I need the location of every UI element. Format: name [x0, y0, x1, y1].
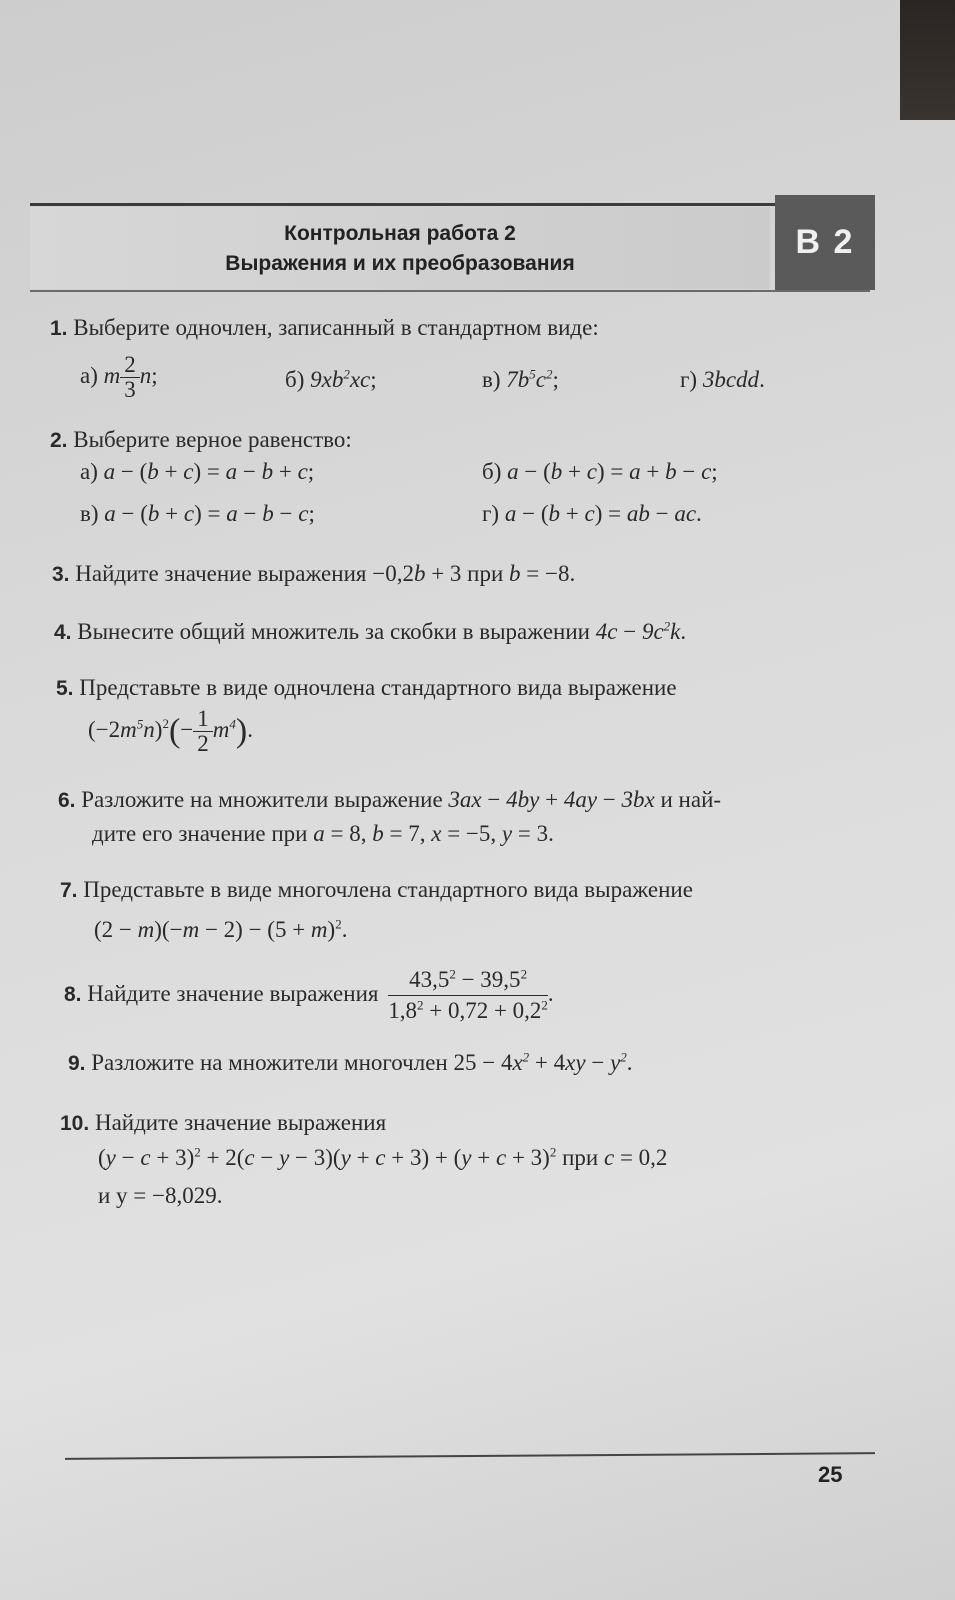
- task-text-line2: дите его значение при: [92, 821, 308, 846]
- task-text-cont: и най-: [660, 787, 722, 812]
- task-3: 3. Найдите значение выражения −0,2b + 3 при b = −8.: [52, 561, 576, 586]
- task-number: 1.: [50, 317, 68, 340]
- variant-badge: В 2: [775, 195, 875, 290]
- task-text: Разложите на множители выражение: [81, 787, 443, 812]
- option-label: а): [80, 459, 98, 484]
- option-label: б): [285, 367, 305, 392]
- task-text: Выберите верное равенство:: [73, 427, 352, 452]
- task-5: [56, 675, 677, 701]
- task-text: Найдите значение выражения: [94, 1110, 387, 1135]
- task-text: Представьте в виде одночлена стандартного вида выражение: [79, 675, 677, 700]
- title-line-1: Контрольная работа 2: [284, 222, 516, 245]
- task-number: 4.: [54, 621, 72, 644]
- task-number: 7.: [60, 879, 78, 902]
- task-1-option-v: в) $7b^5c^2$;: [482, 366, 559, 392]
- task-number: 3.: [52, 563, 70, 586]
- task-2-option-b: б) a − (b + c) = a + b − c;: [482, 459, 718, 484]
- task-10-expression: $(y - c + 3)^2 + 2(c - y - 3)(y + c + 3) + (y + c + 3)^2$ при c = 0,2: [98, 1144, 668, 1170]
- task-10-line-3: и y = −8,029.: [98, 1183, 223, 1208]
- task-number: 2.: [50, 429, 68, 452]
- task-7: [60, 877, 693, 903]
- title-box: [30, 207, 770, 289]
- option-label: г): [482, 501, 500, 526]
- task-5-expression: $(-2m^5n)^2(-$ $\frac{1}{2}$ $m^4$).: [88, 706, 253, 756]
- task-1-option-a: а) m $\frac{2}{3}$ n;: [80, 352, 158, 402]
- option-label: а): [80, 362, 98, 388]
- task-number: 6.: [58, 789, 76, 812]
- task-2-option-g: г) a − (b + c) = ab − ac.: [482, 501, 702, 526]
- task-2: [50, 427, 352, 453]
- task-text: Найдите значение выражения: [75, 561, 367, 586]
- task-9: 9. Разложите на множители многочлен $25 - 4x^2 + 4xy - y^2$.: [68, 1049, 633, 1075]
- task-2-option-v: в) a − (b + c) = a − b − c;: [80, 501, 315, 526]
- task-2-option-a: а) a − (b + c) = a − b + c;: [80, 459, 315, 484]
- task-number: 8.: [64, 982, 82, 1006]
- task-number: 10.: [60, 1112, 90, 1135]
- header: [30, 195, 870, 300]
- option-label: в): [482, 367, 501, 392]
- task-number: 5.: [56, 677, 74, 700]
- task-4: 4. Вынесите общий множитель за скобки в выражении $4c - 9c^2k$.: [54, 618, 687, 644]
- task-1: [50, 315, 599, 341]
- task-10: [60, 1110, 386, 1136]
- task-text: Представьте в виде многочлена стандартного вида выражение: [83, 877, 693, 902]
- option-label: б): [482, 459, 502, 484]
- task-6-line-2: дите его значение при a = 8, b = 7, x = −5, y = 3.: [92, 821, 554, 846]
- header-rule-top: [30, 203, 870, 206]
- task-1-option-g: г) 3bcdd.: [680, 367, 765, 392]
- task-number: 9.: [68, 1052, 86, 1075]
- page-number: 25: [818, 1462, 843, 1487]
- option-label: в): [80, 501, 99, 526]
- background-edge: [900, 0, 955, 120]
- title-line-2: Выражения и их преобразования: [225, 252, 575, 275]
- task-6: 6. Разложите на множители выражение 3ax − 4by + 4ay − 3bx и най-: [58, 787, 722, 812]
- task-8: 8. Найдите значение выражения $\frac{43,5^2 - 39,5^2}{1,8^2 + 0,72 + 0,2^2}$ .: [64, 966, 554, 1023]
- task-text: Выберите одночлен, записанный в стандартном виде:: [73, 315, 599, 340]
- header-rule-bottom: [30, 290, 870, 292]
- task-text: Найдите значение выражения: [87, 980, 379, 1006]
- task-text: Вынесите общий множитель за скобки в выражении: [77, 619, 590, 644]
- task-1-option-b: б) $9xb^2xc$;: [285, 366, 377, 392]
- task-7-expression: $(2 - m)(-m - 2) - (5 + m)^2$.: [94, 916, 348, 942]
- task-text: Разложите на множители многочлен: [91, 1050, 448, 1075]
- option-label: г): [680, 367, 698, 392]
